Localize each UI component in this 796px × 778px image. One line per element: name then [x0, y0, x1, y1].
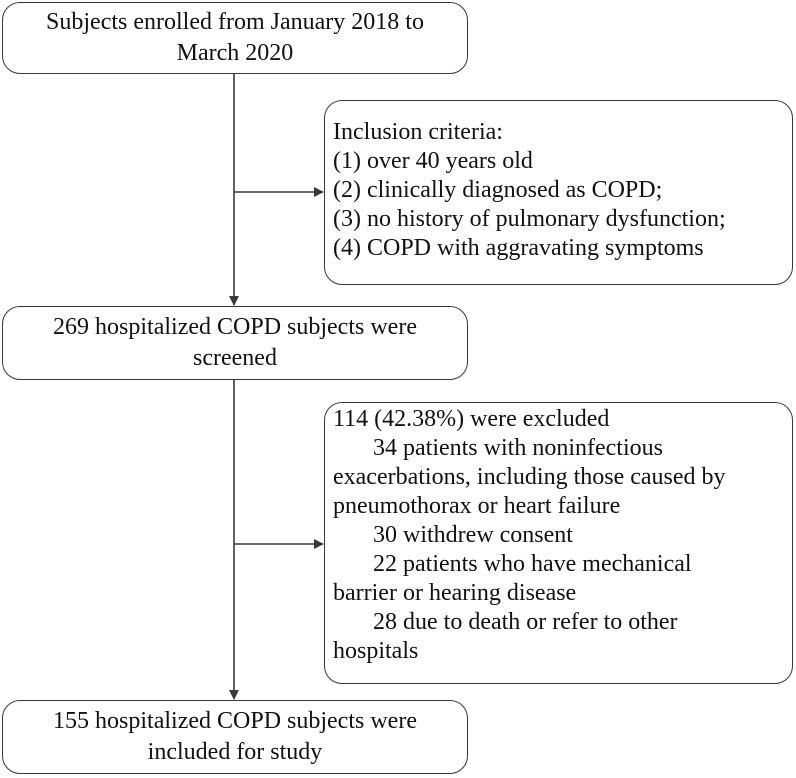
exclusion-line: 22 patients who have mechanical	[373, 551, 692, 577]
inclusion-item: (1) over 40 years old	[333, 148, 533, 174]
screened-line-2: screened	[193, 345, 277, 371]
included-line-1: 155 hospitalized COPD subjects were	[53, 708, 417, 734]
exclusion-line: barrier or hearing disease	[333, 580, 577, 606]
included-box	[2, 700, 468, 774]
enrollment-line-1: Subjects enrolled from January 2018 to	[46, 9, 424, 35]
inclusion-title: Inclusion criteria:	[333, 119, 503, 145]
screened-box	[2, 306, 468, 380]
exclusion-line: hospitals	[333, 638, 419, 664]
screened-line-1: 269 hospitalized COPD subjects were	[53, 314, 417, 340]
inclusion-item: (3) no history of pulmonary dysfunction;	[333, 206, 726, 232]
enrollment-box	[2, 2, 468, 74]
exclusion-title: 114 (42.38%) were excluded	[333, 406, 610, 432]
exclusion-line: exacerbations, including those caused by	[333, 464, 726, 490]
exclusion-box	[324, 402, 793, 684]
exclusion-line: 34 patients with noninfectious	[373, 435, 663, 461]
inclusion-item: (4) COPD with aggravating symptoms	[333, 235, 704, 261]
inclusion-criteria-box	[324, 100, 793, 285]
inclusion-item: (2) clinically diagnosed as COPD;	[333, 177, 663, 203]
enrollment-line-2: March 2020	[176, 40, 294, 66]
exclusion-line: 28 due to death or refer to other	[373, 609, 678, 635]
exclusion-line: 30 withdrew consent	[373, 522, 573, 548]
exclusion-line: pneumothorax or heart failure	[333, 493, 621, 519]
included-line-2: included for study	[147, 739, 323, 765]
